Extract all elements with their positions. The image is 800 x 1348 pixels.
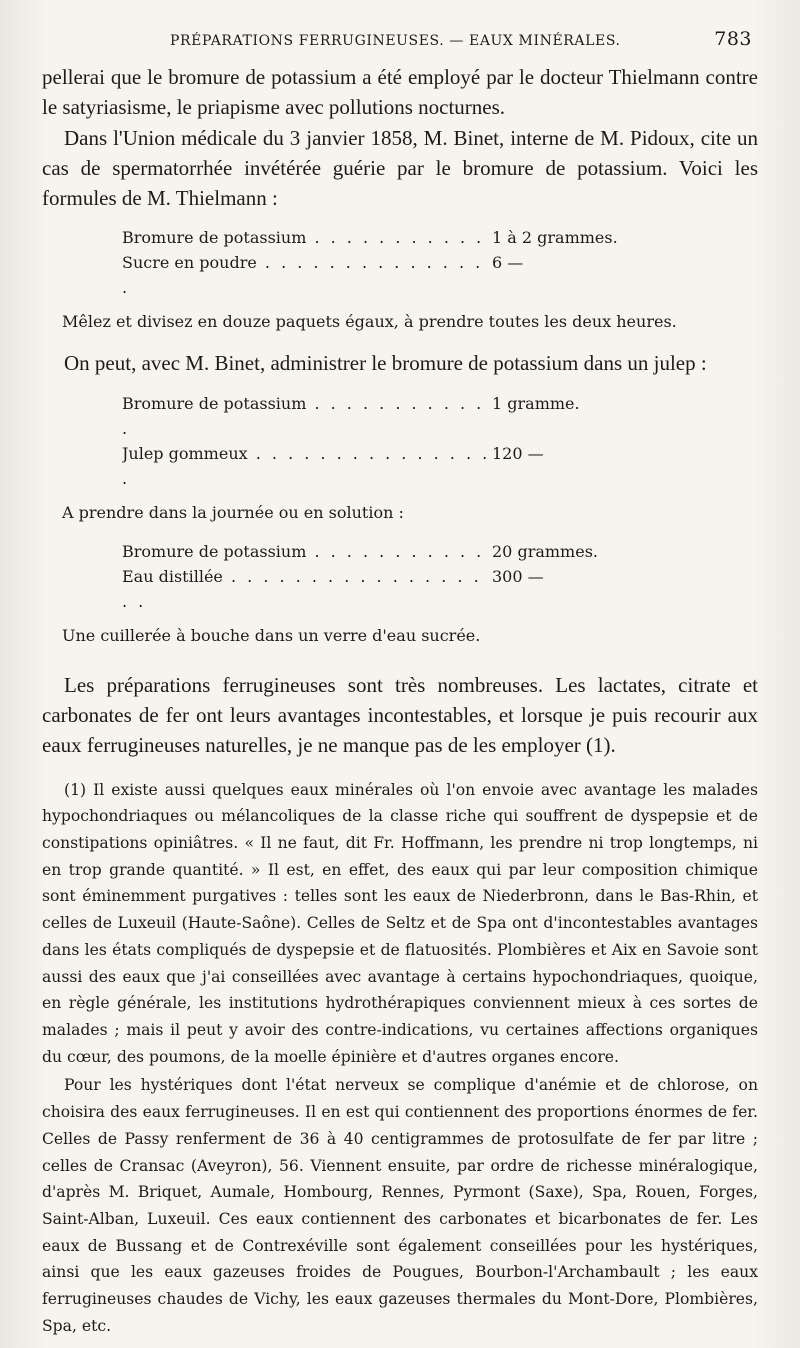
ingredient-name: Sucre en poudre [122,253,257,273]
ingredient-name: Bromure de potassium [122,228,307,248]
paragraph-ferruginous: Les préparations ferrugineuses sont très nombreuses. Les lactates, citrate et carbonates de fer ont leurs avantages incontestables, et lorsque je puis recourir aux eaux ferrugineuses naturelles, je ne manque pas de les employer (1). [42,672,758,758]
formula-row [122,225,758,250]
formula-instruction: A prendre dans la journée ou en solution : [62,502,404,522]
footnote [42,777,758,1340]
footnote-paragraph: Pour les hystériques dont l'état nerveux se complique d'anémie et de chlorose, on choisira des eaux ferrugineuses. Il en est qui contiennent des proportions énormes de fer. Celles de Passy renferment de 36 à 40 centigrammes de protosulfate de fer par litre ; celles de Cransac (Aveyron), 56. Viennent ensuite, par ordre de richesse minéralogique, d'après M. Briquet, Aumale, Hombourg, Rennes, Pyrmont (Saxe), Spa, Rouen, Forges, Saint-Alban, Luxeuil. Ces eaux contiennent des carbonates et bicarbonates de fer. Les eaux de Bussang et de Contrexéville sont également conseillées pour les hystériques, ainsi que les eaux gazeuses froides de Pougues, Bourbon-l'Archambault ; les eaux ferrugineuses chaudes de Vichy, les eaux gazeuses thermales du Mont-Dore, Plombières, Spa, etc. [42,1076,758,1335]
page-number: 783 [714,28,752,50]
leader-dots: . . . . . . . . . . . . [122,393,492,438]
leader-dots: . . . . . . . . . . . . . . . . . . [122,566,490,611]
ingredient-dose: 300 — [492,566,544,586]
ingredient-dose: 1 gramme. [492,393,580,413]
formula-julep [42,391,758,491]
leader-dots: . . . . . . . . . . . [306,541,485,561]
formula-row [122,391,758,441]
footnote-paragraph: (1) Il existe aussi quelques eaux minérales où l'on envoie avec avantage les malades hypochondriaques ou mélancoliques de la classe riche qui souffrent de dyspepsie et de constipations opiniâtres. « Il ne faut, dit Fr. Hoffmann, les prendre ni trop longtemps, ni en trop grande quantité. » Il est, en effet, des eaux qui par leur composition chimique sont éminemment purgatives : telles sont les eaux de Niederbronn, dans le Bas-Rhin, et celles de Luxeuil (Haute-Saône). Celles de Seltz et de Spa ont d'incontestables avantages dans les états compliqués de dyspepsie et de flatuosités. Plombières et Aix en Savoie sont aussi des eaux que j'ai conseillées avec avantage à certains hypochondriaques, quoique, en règle générale, les institutions hydrothérapiques conviennent mieux à ces sortes de malades ; mais il peut y avoir des contre-indications, vu certaines affections organiques du cœur, des poumons, de la moelle épinière et d'autres organes encore. [42,780,758,1066]
paragraph-continuation: pellerai que le bromure de potassium a été employé par le docteur Thielmann contre le satyriasisme, le priapisme avec pollutions nocturnes. [42,65,758,120]
leader-dots: . . . . . . . . . . . . . . . . [122,443,491,488]
ingredient-name: Julep gommeux [122,443,248,463]
formula-row [122,441,758,491]
formula-row [122,564,758,614]
running-title: PRÉPARATIONS FERRUGINEUSES. — EAUX MINÉRALES. [170,33,621,49]
formula-instruction: Une cuillerée à bouche dans un verre d'eau sucrée. [62,625,481,645]
ingredient-name: Eau distillée [122,566,223,586]
formula-instruction: Mêlez et divisez en douze paquets égaux, à prendre toutes les deux heures. [62,312,677,332]
formula-row [122,539,758,564]
formula-solution [42,539,758,614]
ingredient-dose: 20 grammes. [492,541,598,561]
ingredient-name: Bromure de potassium [122,393,307,413]
ingredient-dose: 1 à 2 grammes. [492,228,618,248]
paragraph-binet-case: Dans l'Union médicale du 3 janvier 1858, M. Binet, interne de M. Pidoux, cite un cas de spermatorrhée invétérée guérie par le bromure de potassium. Voici les formules de M. Thielmann : [42,125,758,211]
leader-dots: . . . . . . . . . . . . . . . [122,253,492,298]
ingredient-name: Bromure de potassium [122,541,307,561]
ingredient-dose: 120 — [492,443,544,463]
ingredient-dose: 6 — [492,253,524,273]
paragraph-julep: On peut, avec M. Binet, administrer le bromure de potassium dans un julep : [64,351,707,376]
formula-row [122,250,758,300]
leader-dots: . . . . . . . . . . . [306,228,485,248]
running-head [42,28,758,62]
formula-thielmann [42,225,758,300]
